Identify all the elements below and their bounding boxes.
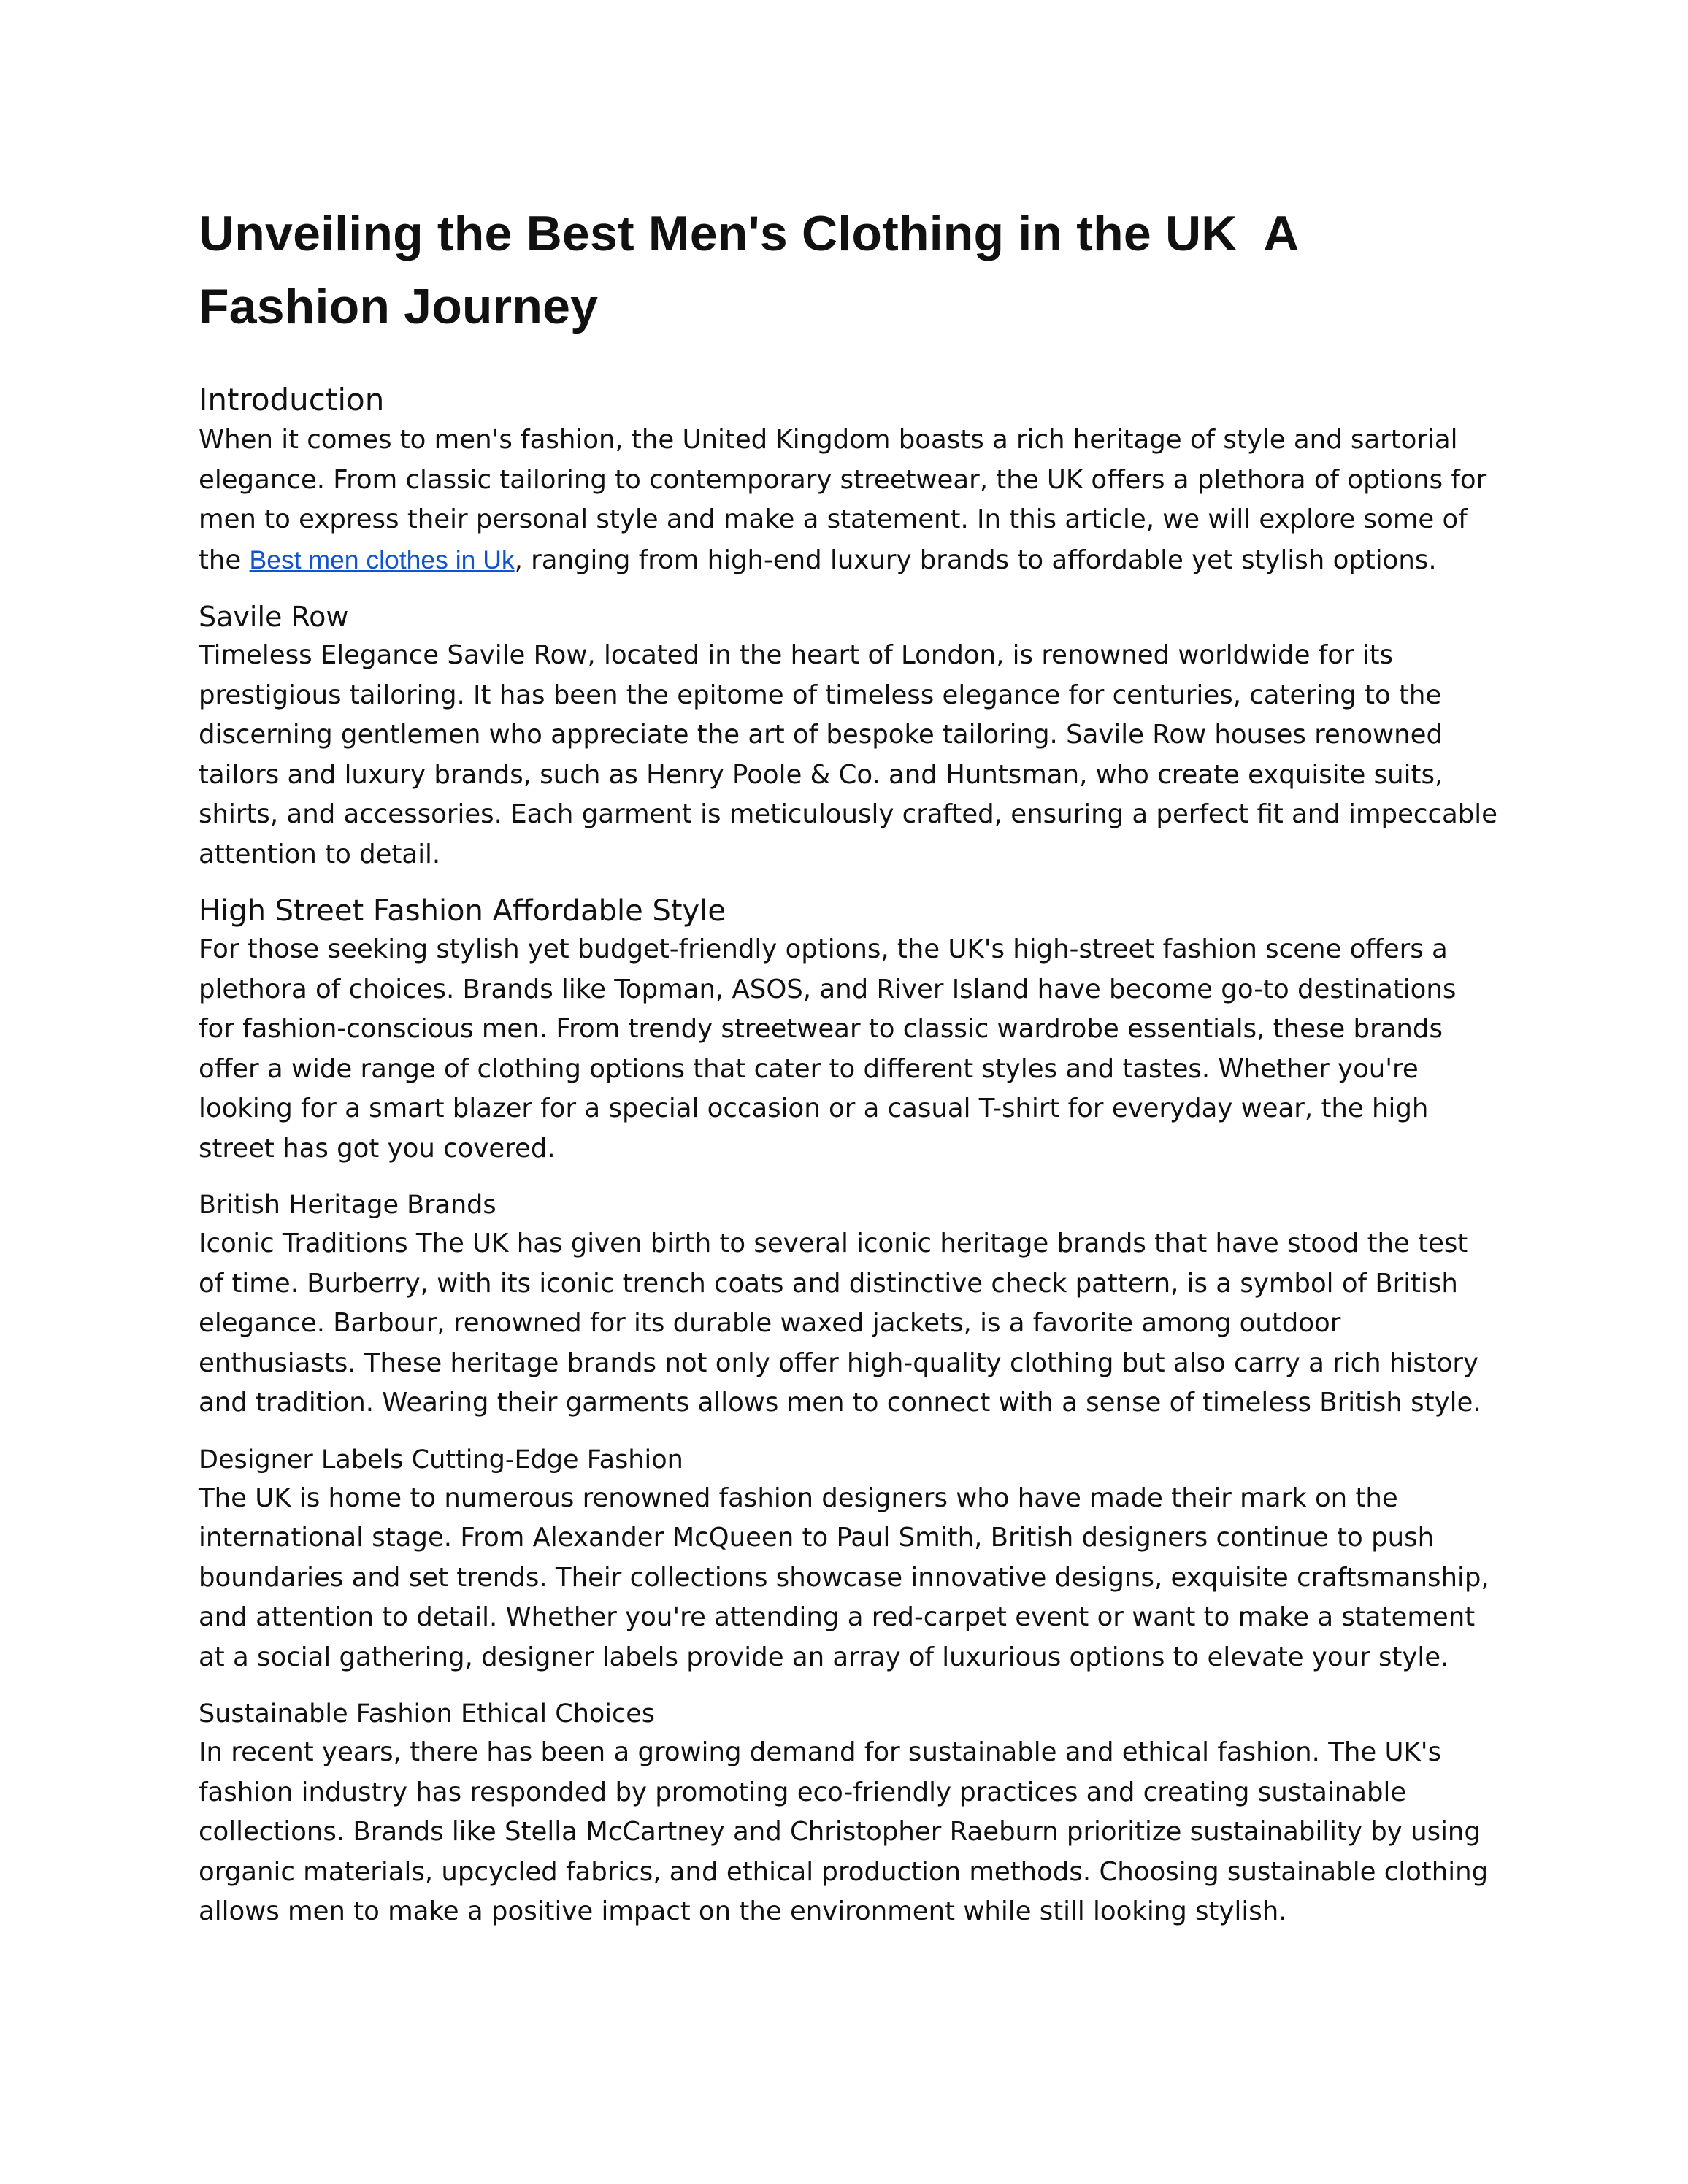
document-page bbox=[199, 197, 1498, 1932]
section-designer-labels bbox=[199, 1441, 1498, 1678]
introduction-text-end: , ranging from high-end luxury brands to affordable yet stylish options. bbox=[514, 545, 1437, 575]
section-heritage-brands bbox=[199, 1186, 1498, 1423]
section-heading: Sustainable Fashion Ethical Choices bbox=[199, 1699, 656, 1729]
introduction-heading: Introduction bbox=[199, 382, 385, 418]
section-heading: British Heritage Brands bbox=[199, 1191, 496, 1220]
section-sustainable-fashion bbox=[199, 1695, 1498, 1932]
introduction-text-start: When it comes to men's fashion, the United Kingdom boasts a rich heritage of style and sartorial elegance. From classic tailoring to contemporary streetwear, the UK offers a plethora of options for men to express their personal style and make a statement. In this article, we will explore some of the bbox=[199, 425, 1487, 575]
section-heading: High Street Fashion Affordable Style bbox=[199, 894, 726, 928]
section-paragraph: The UK is home to numerous renowned fashion designers who have made their mark on the international stage. From Alexander McQueen to Paul Smith, British designers continue to push boundaries and set trends. Their collections showcase innovative designs, exquisite craftsmanship, and attention to detail. Whether you're attending a red-carpet event or want to make a statement at a social gathering, designer labels provide an array of luxurious options to elevate your style. bbox=[199, 1483, 1489, 1672]
section-paragraph: Timeless Elegance Savile Row, located in the heart of London, is renowned worldwide for its prestigious tailoring. It has been the epitome of timeless elegance for centuries, catering to the discerning gentlemen who appreciate the art of bespoke tailoring. Savile Row houses renowned tailors and luxury brands, such as Henry Poole & Co. and Huntsman, who create exquisite suits, shirts, and accessories. Each garment is meticulously crafted, ensuring a perfect fit and impeccable attention to detail. bbox=[199, 640, 1497, 869]
section-paragraph: In recent years, there has been a growing demand for sustainable and ethical fashion. The UK's fashion industry has responded by promoting eco-friendly practices and creating sustainable collections. Brands like Stella McCartney and Christopher Raeburn prioritize sustainability by using organic materials, upcycled fabrics, and ethical production methods. Choosing sustainable clothing allows men to make a positive impact on the environment while still looking stylish. bbox=[199, 1737, 1489, 1926]
article-title: Unveiling the Best Men's Clothing in the UK A Fashion Journey bbox=[199, 206, 1312, 334]
section-high-street bbox=[199, 892, 1498, 1169]
section-paragraph: Iconic Traditions The UK has given birth to several iconic heritage brands that have stood the test of time. Burberry, with its iconic trench coats and distinctive check pattern, is a symbol of British elegance. Barbour, renowned for its durable waxed jackets, is a favorite among outdoor enthusiasts. These heritage brands not only offer high-quality clothing but also carry a rich history and tradition. Wearing their garments allows men to connect with a sense of timeless British style. bbox=[199, 1228, 1481, 1418]
section-heading: Designer Labels Cutting-Edge Fashion bbox=[199, 1445, 683, 1474]
section-savile-row bbox=[199, 598, 1498, 874]
section-paragraph: For those seeking stylish yet budget-friendly options, the UK's high-street fashion scene offers a plethora of choices. Brands like Topman, ASOS, and River Island have become go-to destinations for fashion-conscious men. From trendy streetwear to classic wardrobe essentials, these brands offer a wide range of clothing options that cater to different styles and tastes. Whether you're looking for a smart blazer for a special occasion or a casual T-shirt for everyday wear, the high street has got you covered. bbox=[199, 934, 1457, 1164]
introduction-paragraph bbox=[199, 420, 1498, 580]
section-heading: Savile Row bbox=[199, 601, 349, 633]
best-men-clothes-link[interactable]: Best men clothes in Uk bbox=[249, 545, 515, 574]
